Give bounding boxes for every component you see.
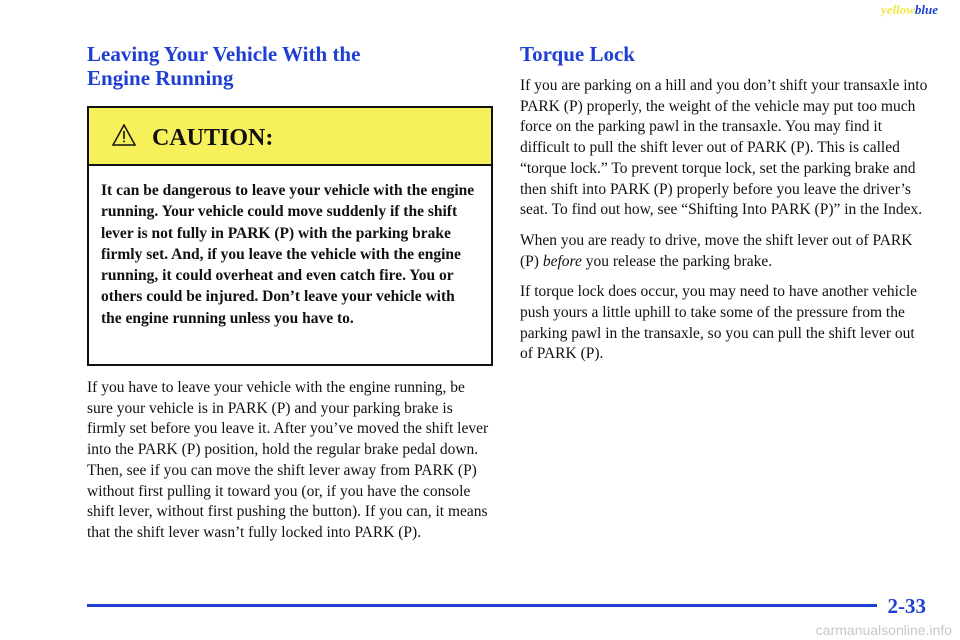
caution-box [87, 106, 493, 366]
warning-triangle-icon [112, 124, 136, 146]
section-heading-torque-lock: Torque Lock [520, 42, 635, 66]
p2-emphasis: before [542, 252, 582, 270]
caution-text: It can be dangerous to leave your vehicle with the engine running. Your vehicle could move suddenly if the shift lever is not fully in PARK (P) with the parking brake firmly set. And, if you leave the vehicle with the engine running, it could overheat and even catch fire. You or others could be injured. Don’t leave your vehicle with the engine running unless you have to. [101, 182, 475, 327]
torque-lock-paragraph-2 [520, 231, 928, 272]
heading-line-1: Leaving Your Vehicle With the [87, 42, 361, 66]
heading-line-2: Engine Running [87, 66, 234, 90]
p2-text-a: When you are ready to drive, move the shift lever out of PARK (P) [520, 231, 913, 270]
color-proof-blue: blue [914, 2, 938, 17]
footer-rule [87, 604, 877, 607]
watermark: carmanualsonline.info [815, 622, 952, 638]
torque-lock-paragraph-1: If you are parking on a hill and you don’t shift your transaxle into PARK (P) properly, the weight of the vehicle may put too much force on the parking pawl in the transaxle. You may find it difficult to pull the shift lever out of PARK (P). This is called “torque lock.” To prevent torque lock, set the parking brake and then shift into PARK (P) properly before you leave the driver’s seat. To find out how, see “Shifting Into PARK (P)” in the Index. [520, 77, 928, 219]
page-number: 2-33 [887, 594, 926, 618]
torque-lock-paragraph-3: If torque lock does occur, you may need to have another vehicle push yours a little uphill to take some of the pressure from the parking pawl in the transaxle, so you can pull the shift lever out of PARK (P). [520, 283, 918, 363]
section-heading-leaving-vehicle [87, 42, 487, 90]
color-proof-yellow: yellow [880, 2, 915, 17]
caution-header [89, 108, 491, 166]
torque-lock-content [520, 76, 928, 375]
color-proof-mark [881, 2, 938, 18]
caution-title: CAUTION: [152, 125, 274, 151]
p2-text-b: you release the parking brake. [581, 252, 773, 270]
leaving-vehicle-paragraph: If you have to leave your vehicle with the engine running, be sure your vehicle is in PARK (P) and your parking brake is firmly set before you leave it. After you’ve moved the shift lever into the PARK (P) position, hold the regular brake pedal down. Then, see if you can move the shift lever away from PARK (P) without first pulling it toward you (or, if you have the console shift lever, without first pushing the button). If you can, it means that the shift lever wasn’t fully locked into PARK (P). [87, 379, 489, 541]
